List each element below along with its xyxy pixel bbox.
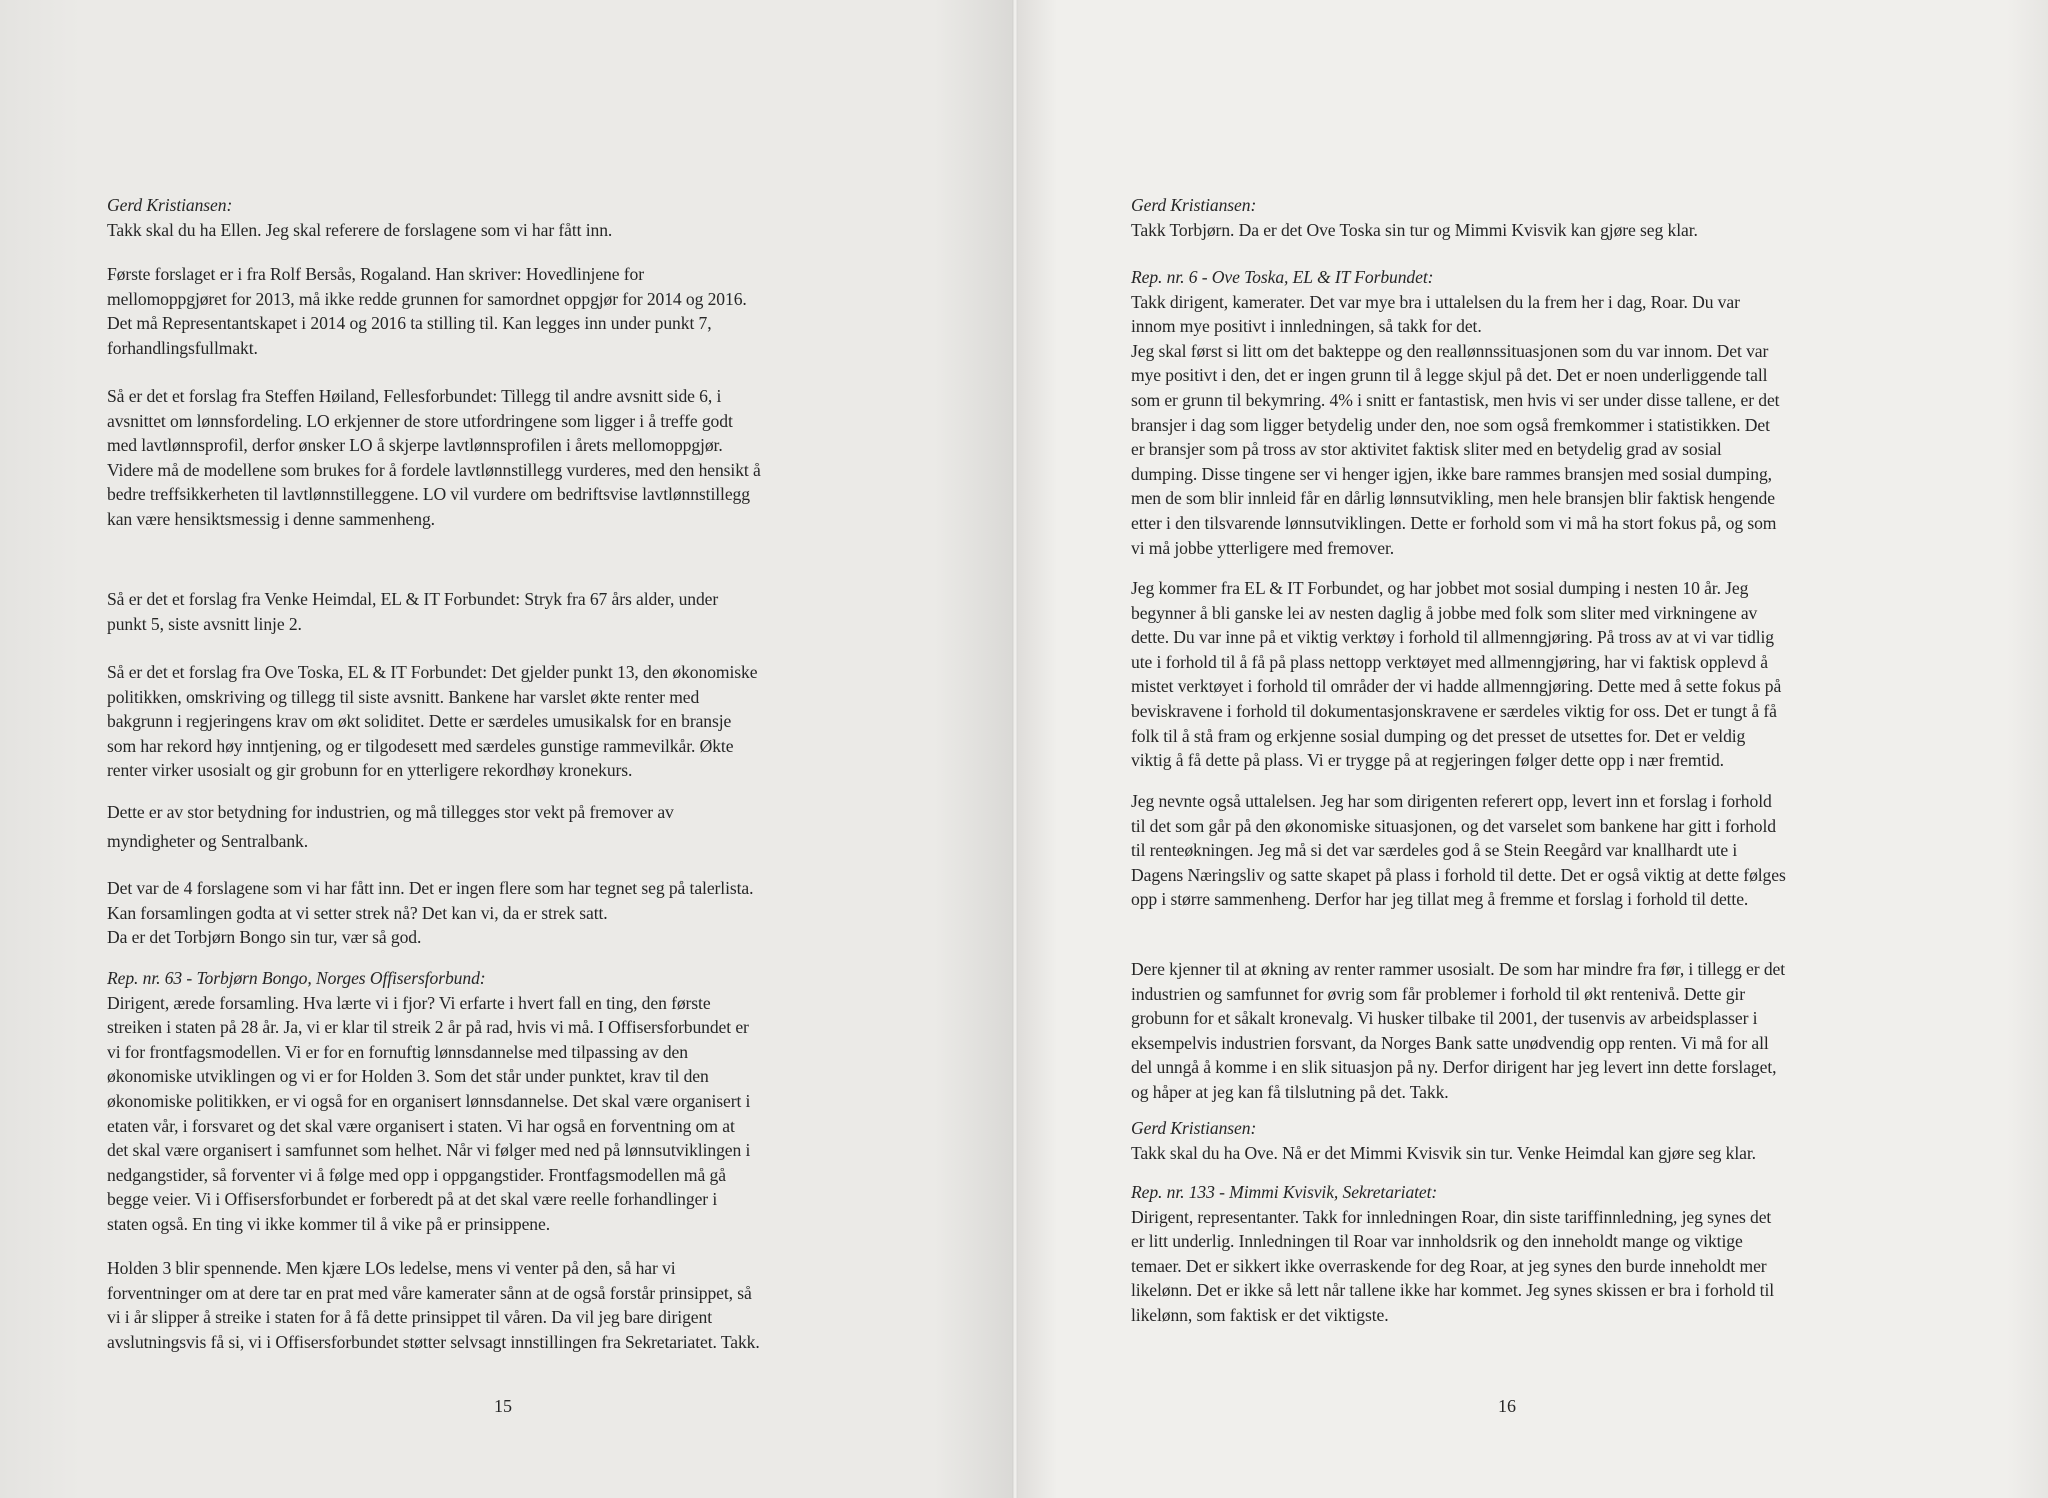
text-line: myndigheter og Sentralbank. bbox=[107, 830, 309, 851]
speaker-section bbox=[1131, 265, 1779, 560]
paragraph bbox=[1131, 789, 1786, 912]
text-line: Dagens Næringsliv og satte skapet på plass i forhold til dette. Det er også viktig at dette følges bbox=[1131, 864, 1786, 885]
speaker-section bbox=[107, 193, 612, 242]
text-line: politikken, omskriving og tillegg til siste avsnitt. Bankene har varslet økte renter med bbox=[107, 686, 700, 707]
text-line: med lavtlønnsprofil, derfor ønsker LO å skjerpe lavtlønnsprofilen i årets mellomoppgjør. bbox=[107, 435, 723, 456]
text-line: og håper at jeg kan få tilslutning på det. Takk. bbox=[1131, 1081, 1449, 1102]
text-line: Holden 3 blir spennende. Men kjære LOs ledelse, mens vi venter på den, så har vi bbox=[107, 1258, 676, 1278]
speaker-section bbox=[1131, 1116, 1756, 1165]
text-line: industrien og samfunnet for øvrig som får problemer i forhold til økt rentenivå. Dette gir bbox=[1131, 983, 1745, 1004]
text-line: dumping. Disse tingene ser vi henger igjen, ikke bare rammes bransjen med sosial dumping, bbox=[1131, 463, 1772, 484]
speaker-heading: Gerd Kristiansen: bbox=[1131, 1118, 1257, 1138]
text-line: viktig å få dette på plass. Vi er trygge på at regjeringen følger dette opp i nær fremtid. bbox=[1131, 750, 1724, 771]
text-line: Jeg nevnte også uttalelsen. Jeg har som dirigenten referert opp, levert inn et forslag i forhold bbox=[1131, 791, 1772, 811]
text-line: forhandlingsfullmakt. bbox=[107, 337, 258, 358]
text-line: Kan forsamlingen godta at vi setter strek nå? Det kan vi, da er strek satt. bbox=[107, 902, 608, 923]
text-line: del unngå å komme i en slik situasjon på ny. Derfor dirigent har jeg levert inn dette forslaget, bbox=[1131, 1057, 1777, 1078]
text-line: renter virker usosialt og gir grobunn for en ytterligere rekordhøy kronekurs. bbox=[107, 760, 633, 781]
text-line: vi i år slipper å streike i staten for å få dette prinsippet til våren. Da vil jeg bare dirigent bbox=[107, 1307, 712, 1328]
paragraph bbox=[107, 384, 761, 532]
text-line: temaer. Det er sikkert ikke overraskende for deg Roar, at jeg synes den burde inneholdt mer bbox=[1131, 1255, 1767, 1276]
text-line: opp i større sammenheng. Derfor har jeg tillat meg å fremme et forslag i forhold til dette. bbox=[1131, 889, 1749, 910]
text-line: mye positivt i den, det er ingen grunn til å legge skjul på det. Det er noen underliggende tall bbox=[1131, 365, 1768, 386]
text-line: Så er det et forslag fra Ove Toska, EL & IT Forbundet: Det gjelder punkt 13, den økonomiske bbox=[107, 662, 758, 682]
text-line: bedre treffsikkerheten til lavtlønnstilleggene. LO vil vurdere om bedriftsvise lavtlønnstillegg bbox=[107, 484, 750, 505]
text-line: forventninger om at dere tar en prat med våre kamerater sånn at de også forstår prinsippet, så bbox=[107, 1282, 752, 1303]
speaker-heading: Rep. nr. 63 - Torbjørn Bongo, Norges Offisersforbund: bbox=[107, 968, 486, 988]
text-line: kan være hensiktsmessig i denne sammenheng. bbox=[107, 508, 435, 529]
text-line: etaten vår, i forsvaret og det skal være organisert i staten. Vi har også en forventning om at bbox=[107, 1115, 735, 1136]
text-line: folk til å stå fram og erkjenne sosial dumping og det presset de utsettes for. Det er veldig bbox=[1131, 725, 1746, 746]
page-number: 15 bbox=[494, 1396, 512, 1416]
page-number: 16 bbox=[1498, 1396, 1516, 1416]
paragraph bbox=[107, 876, 753, 950]
text-line: er litt underlig. Innledningen til Roar var innholdsrik og den inneholdt mange og viktige bbox=[1131, 1231, 1743, 1252]
text-line: Takk skal du ha Ellen. Jeg skal referere de forslagene som vi har fått inn. bbox=[107, 219, 613, 240]
text-line: vi må jobbe ytterligere med fremover. bbox=[1131, 537, 1395, 558]
paragraph bbox=[107, 660, 757, 783]
text-line: vi for frontfagsmodellen. Vi er for en fornuftig lønnsdannelse med tilpassing av den bbox=[107, 1041, 688, 1062]
speaker-heading: Gerd Kristiansen: bbox=[107, 195, 233, 215]
text-line: Det var de 4 forslagene som vi har fått inn. Det er ingen flere som har tegnet seg på talerlista. bbox=[107, 878, 754, 898]
text-line: punkt 5, siste avsnitt linje 2. bbox=[107, 613, 302, 634]
text-line: bransjer i dag som ligger betydelig under den, noe som også fremkommer i statistikken. Det bbox=[1131, 414, 1770, 435]
text-line: Takk Torbjørn. Da er det Ove Toska sin tur og Mimmi Kvisvik kan gjøre seg klar. bbox=[1131, 219, 1698, 240]
text-line: bakgrunn i regjeringens krav om økt soliditet. Dette er særdeles umusikalsk for en bransje bbox=[107, 711, 732, 732]
text-line: Dette er av stor betydning for industrien, og må tillegges stor vekt på fremover av bbox=[107, 802, 674, 822]
text-line: er bransjer som på tross av stor aktivitet faktisk sliter med en betydelig grad av sosial bbox=[1131, 439, 1722, 460]
text-line: mistet verktøyet i forhold til områder der vi hadde allmenngjøring. Dette med å sette fokus på bbox=[1131, 676, 1782, 697]
speaker-heading: Rep. nr. 6 - Ove Toska, EL & IT Forbundet: bbox=[1131, 267, 1434, 287]
text-line: nedgangstider, så forventer vi å følge med opp i oppgangstider. Frontfagsmodellen må gå bbox=[107, 1164, 726, 1185]
speaker-heading: Gerd Kristiansen: bbox=[1131, 195, 1257, 215]
text-line: streiken i staten på 28 år. Ja, vi er klar til streik 2 år på rad, hvis vi må. I Offisersforbundet er bbox=[107, 1017, 749, 1038]
text-line: Det må Representantskapet i 2014 og 2016 ta stilling til. Kan legges inn under punkt 7, bbox=[107, 313, 712, 334]
text-line: Jeg kommer fra EL & IT Forbundet, og har jobbet mot sosial dumping i nesten 10 år. Jeg bbox=[1131, 578, 1749, 598]
paragraph bbox=[1131, 576, 1781, 773]
text-line: eksempelvis industrien forsvant, da Norges Bank satte unødvendig opp renten. Vi må for all bbox=[1131, 1032, 1769, 1053]
text-line: Takk dirigent, kamerater. Det var mye bra i uttalelsen du la frem her i dag, Roar. Du var bbox=[1131, 291, 1740, 312]
text-line: til det som går på den økonomiske situasjonen, og det varselet som bankene har gitt i forhold bbox=[1131, 815, 1776, 836]
text-line: Dere kjenner til at økning av renter rammer usosialt. De som har mindre fra før, i tillegg er det bbox=[1131, 959, 1786, 979]
text-line: avslutningsvis få si, vi i Offisersforbundet støtter selvsagt innstillingen fra Sekretariatet. Takk. bbox=[107, 1331, 760, 1352]
text-line: Videre må de modellene som brukes for å fordele lavtlønnstillegg vurderes, med den hensikt å bbox=[107, 459, 761, 480]
book-spine bbox=[1012, 0, 1018, 1498]
text-line: som har rekord høy inntjening, og er tilgodesett med særdeles gunstige rammevilkår. Økte bbox=[107, 735, 734, 756]
text-line: Så er det et forslag fra Venke Heimdal, EL & IT Forbundet: Stryk fra 67 års alder, under bbox=[107, 589, 719, 609]
text-line: Dirigent, ærede forsamling. Hva lærte vi i fjor? Vi erfarte i hvert fall en ting, den første bbox=[107, 992, 711, 1013]
text-line: begge veier. Vi i Offisersforbundet er forberedt på at det skal være reelle forhandlinger i bbox=[107, 1189, 718, 1210]
speaker-section bbox=[1131, 1180, 1774, 1328]
text-line: Dirigent, representanter. Takk for innledningen Roar, din siste tariffinnledning, jeg synes det bbox=[1131, 1206, 1772, 1227]
paragraph bbox=[107, 800, 674, 853]
text-line: begynner å bli ganske lei av nesten daglig å jobbe med folk som sliter med virkningene av bbox=[1131, 602, 1758, 623]
text-line: ute i forhold til å få på plass nettopp verktøyet med allmenngjøring, har vi faktisk opplevd å bbox=[1131, 651, 1769, 672]
text-line: likelønn. Det er ikke så lett når tallene ikke har kommet. Jeg synes skissen er bra i forhold til bbox=[1131, 1280, 1775, 1301]
text-line: økonomiske utviklingen og vi er for Holden 3. Som det står under punktet, krav til den bbox=[107, 1066, 709, 1087]
text-line: Første forslaget er i fra Rolf Bersås, Rogaland. Han skriver: Hovedlinjene for bbox=[107, 264, 644, 284]
text-line: mellomoppgjøret for 2013, må ikke redde grunnen for samordnet oppgjør for 2014 og 2016. bbox=[107, 288, 747, 309]
paragraph bbox=[1131, 957, 1785, 1105]
left-page bbox=[0, 0, 1016, 1498]
speaker-section bbox=[1131, 193, 1698, 242]
text-line: men de som blir innleid får en dårlig lønnsutvikling, men hele bransjen blir faktisk hengende bbox=[1131, 488, 1775, 509]
text-line: som er grunn til bekymring. 4% i snitt er fantastisk, men hvis vi ser under disse tallene, er det bbox=[1131, 389, 1780, 410]
text-line: avsnittet om lønnsfordeling. LO erkjenner de store utfordringene som ligger i å treffe godt bbox=[107, 410, 733, 431]
text-line: innom mye positivt i innledningen, så takk for det. bbox=[1131, 316, 1482, 337]
right-page bbox=[1016, 0, 2048, 1498]
speaker-heading: Rep. nr. 133 - Mimmi Kvisvik, Sekretariatet: bbox=[1131, 1182, 1438, 1202]
text-line: dette. Du var inne på et viktig verktøy i forhold til allmenngjøring. På tross av at vi var tidlig bbox=[1131, 627, 1774, 648]
text-line: grobunn for et såkalt kronevalg. Vi husker tilbake til 2001, der tusenvis av arbeidsplasser i bbox=[1131, 1008, 1758, 1029]
text-line: til renteøkningen. Jeg må si det var særdeles god å se Stein Reegård var knallhardt ute i bbox=[1131, 840, 1738, 861]
text-line: Takk skal du ha Ove. Nå er det Mimmi Kvisvik sin tur. Venke Heimdal kan gjøre seg klar. bbox=[1131, 1142, 1756, 1163]
paragraph bbox=[107, 1256, 760, 1354]
text-line: Så er det et forslag fra Steffen Høiland, Fellesforbundet: Tillegg til andre avsnitt side 6, i bbox=[107, 386, 722, 406]
paragraph bbox=[107, 587, 718, 636]
text-line: Da er det Torbjørn Bongo sin tur, vær så god. bbox=[107, 927, 422, 948]
text-line: staten også. En ting vi ikke kommer til å vike på er prinsippene. bbox=[107, 1213, 551, 1234]
paragraph bbox=[107, 262, 747, 360]
speaker-section bbox=[107, 966, 750, 1237]
text-line: likelønn, som faktisk er det viktigste. bbox=[1131, 1304, 1389, 1325]
text-line: Jeg skal først si litt om det bakteppe og den reallønnssituasjonen som du var innom. Det var bbox=[1131, 340, 1769, 361]
text-line: økonomiske politikken, er vi også for en organisert lønnsdannelse. Det skal være organisert i bbox=[107, 1090, 751, 1111]
text-line: det skal være organisert i samfunnet som helhet. Når vi følger med ned på lønnsutviklingen i bbox=[107, 1140, 751, 1161]
text-line: beviskravene i forhold til dokumentasjonskravene er særdeles viktig for oss. Det er tungt å få bbox=[1131, 700, 1777, 721]
text-line: etter i den tilsvarende lønnsutviklingen. Dette er forhold som vi må ha stort fokus på, og som bbox=[1131, 512, 1777, 533]
